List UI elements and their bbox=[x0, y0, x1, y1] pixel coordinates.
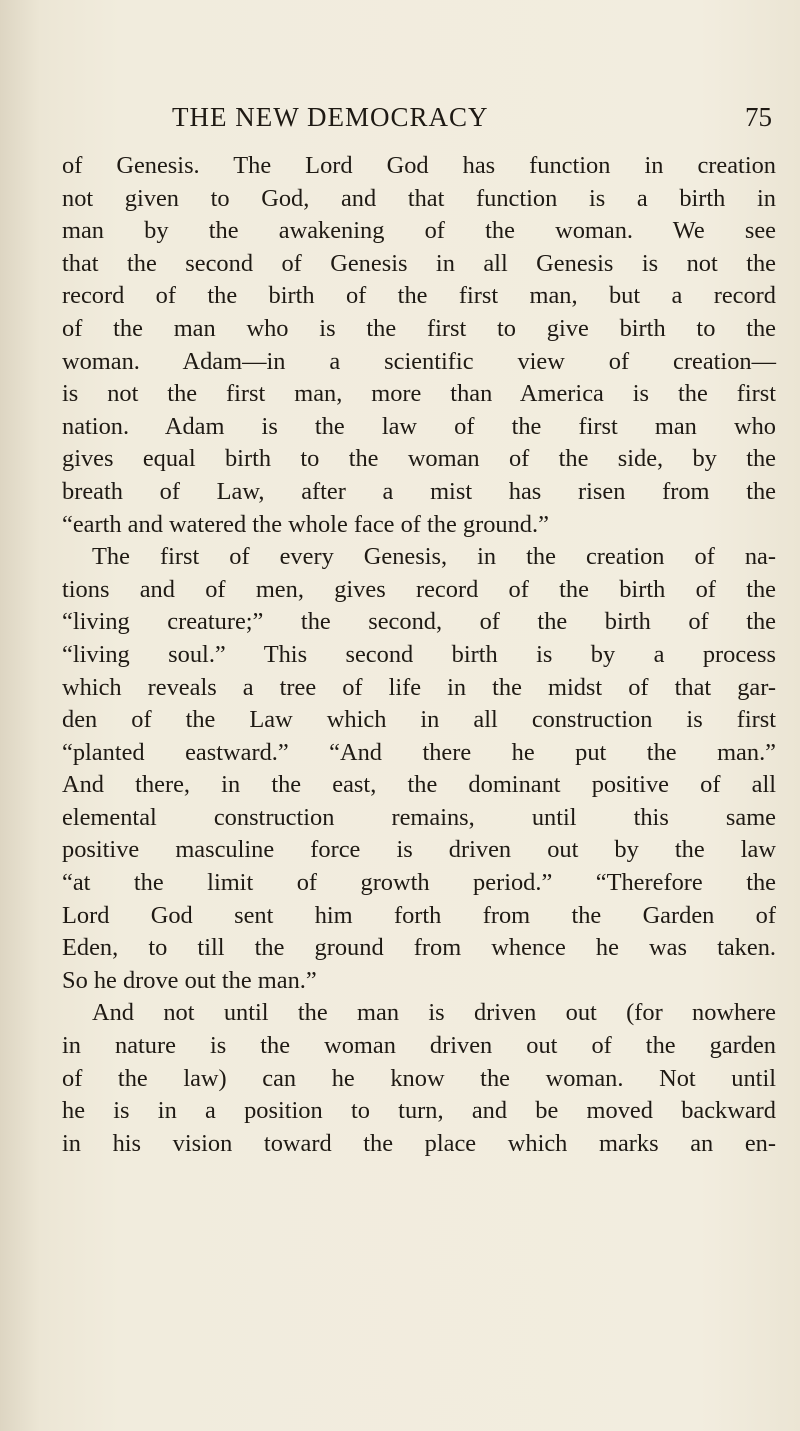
text-line: he is in a position to turn, and be moved backward bbox=[62, 1097, 776, 1125]
text-line: is not the first man, more than America is the first bbox=[62, 380, 776, 408]
text-line: Lord God sent him forth from the Garden of bbox=[62, 901, 776, 929]
text-line: which reveals a tree of life in the midst of that gar- bbox=[62, 673, 776, 701]
text-line: in his vision toward the place which marks an en- bbox=[62, 1129, 776, 1157]
text-line: woman. Adam—in a scientific view of creation— bbox=[62, 347, 776, 375]
running-title: THE NEW DEMOCRACY bbox=[172, 102, 489, 132]
text-line: man by the awakening of the woman. We see bbox=[62, 217, 776, 245]
text-line: And there, in the east, the dominant positive of all bbox=[62, 771, 776, 799]
text-line: breath of Law, after a mist has risen from the bbox=[62, 477, 776, 505]
text-line: in nature is the woman driven out of the garden bbox=[62, 1032, 776, 1060]
text-line: tions and of men, gives record of the birth of the bbox=[62, 575, 776, 603]
text-line: “earth and watered the whole face of the ground.” bbox=[62, 510, 549, 538]
text-line: elemental construction remains, until this same bbox=[62, 803, 776, 831]
text-line: “at the limit of growth period.” “Therefore the bbox=[62, 869, 776, 897]
text-line: So he drove out the man.” bbox=[62, 966, 317, 994]
page-number: 75 bbox=[745, 102, 772, 132]
text-line: “living creature;” the second, of the birth of the bbox=[62, 608, 776, 636]
text-line: nation. Adam is the law of the first man who bbox=[62, 412, 776, 440]
text-line: of Genesis. The Lord God has function in creation bbox=[62, 152, 776, 179]
text-line: of the law) can he know the woman. Not until bbox=[62, 1064, 776, 1092]
text-line: positive masculine force is driven out by the law bbox=[62, 836, 776, 864]
text-line: record of the birth of the first man, but a record bbox=[62, 282, 776, 310]
text-line: not given to God, and that function is a birth in bbox=[62, 184, 776, 212]
text-line: And not until the man is driven out (for nowhere bbox=[92, 999, 776, 1027]
text-line: that the second of Genesis in all Genesis is not the bbox=[62, 249, 776, 277]
text-line: “planted eastward.” “And there he put the man.” bbox=[62, 738, 776, 766]
text-line: of the man who is the first to give birth to the bbox=[62, 314, 776, 342]
text-line: den of the Law which in all construction is first bbox=[62, 706, 776, 734]
body-text bbox=[62, 150, 776, 1160]
text-line: The first of every Genesis, in the creation of na- bbox=[92, 543, 776, 571]
page-header bbox=[172, 102, 772, 142]
text-line: “living soul.” This second birth is by a process bbox=[62, 640, 776, 668]
text-line: gives equal birth to the woman of the side, by the bbox=[62, 445, 776, 473]
text-line: Eden, to till the ground from whence he was taken. bbox=[62, 934, 776, 962]
